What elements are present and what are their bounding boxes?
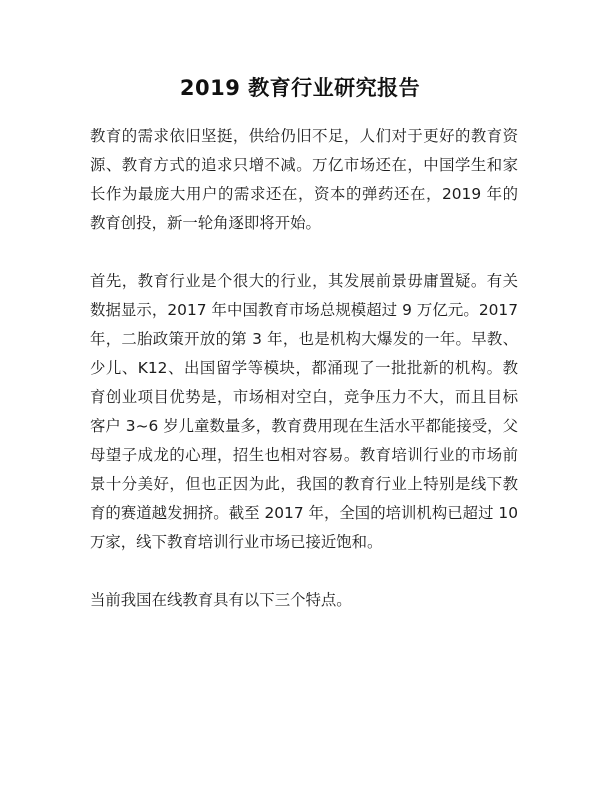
document-body (90, 122, 518, 615)
paragraph-intro: 教育的需求依旧坚挺，供给仍旧不足，人们对于更好的教育资源、教育方式的追求只增不减。万亿市场还在，中国学生和家长作为最庞大用户的需求还在，资本的弹药还在，2019 年的教育创投，新一轮角逐即将开始。 (90, 127, 518, 232)
document-title: 2019 教育行业研究报告 (179, 76, 421, 100)
paragraph-market: 首先，教育行业是个很大的行业，其发展前景毋庸置疑。有关数据显示，2017 年中国教育市场总规模超过 9 万亿元。2017 年，二胎政策开放的第 3 年，也是机构大爆发的一年。早教、少儿、K12、出国留学等模块，都涌现了一批批新的机构。教育创业项目优势是，市场相对空白，竞争压力不大，而且目标客户 3~6 岁儿童数量多，教育费用现在生活水平都能接受，父母望子成龙的心理，招生也相对容易。教育培训行业的市场前景十分美好，但也正因为此，我国的教育行业上特别是线下教育的赛道越发拥挤。截至 2017 年，全国的培训机构已超过 10 万家，线下教育培训行业市场已接近饱和。 (90, 272, 518, 551)
paragraph-features: 当前我国在线教育具有以下三个特点。 (90, 591, 352, 609)
